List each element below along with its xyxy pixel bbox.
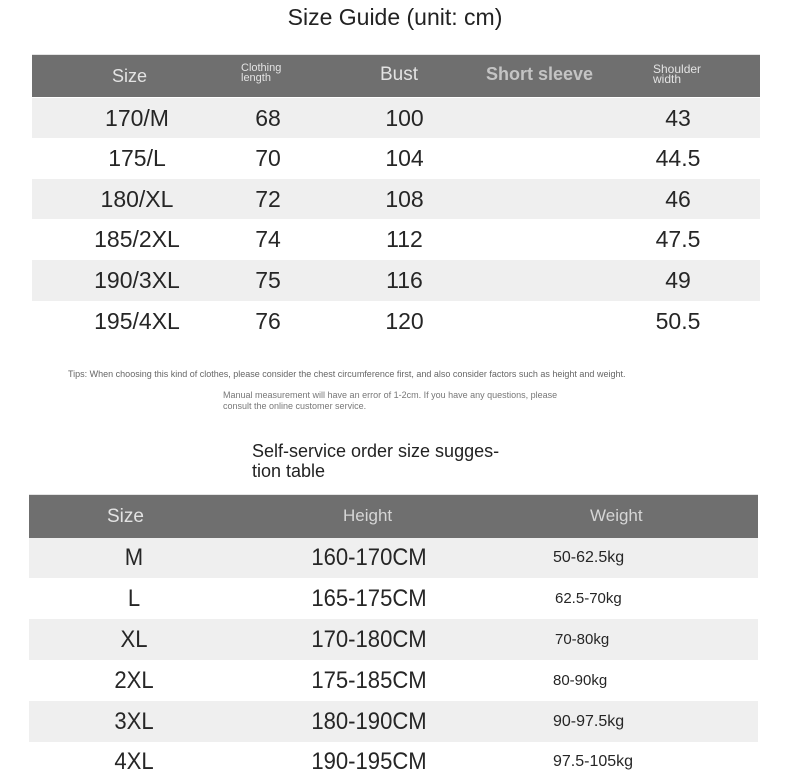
cell-height: 190-195CM (311, 748, 427, 775)
suggestion-header (29, 494, 758, 538)
cell-height: 170-180CM (311, 625, 427, 653)
cell-size: XL (120, 625, 148, 653)
table-row (29, 538, 758, 578)
header-short-sleeve: Short sleeve (486, 64, 594, 84)
suggestion-title: Self-service order size sugges- tion table (252, 441, 500, 481)
table-row (29, 742, 758, 782)
cell-shoulder: 47.5 (655, 226, 701, 252)
header-height: Height (343, 506, 393, 525)
cell-weight: 90-97.5kg (553, 712, 625, 730)
cell-length: 74 (255, 226, 281, 252)
cell-height: 160-170CM (311, 544, 427, 571)
cell-shoulder: 43 (665, 104, 691, 131)
cell-shoulder: 50.5 (655, 308, 701, 334)
table-row (29, 619, 758, 660)
cell-bust: 120 (385, 308, 424, 334)
cell-size: 190/3XL (94, 267, 180, 293)
cell-size: M (124, 544, 144, 571)
table-row (32, 179, 760, 219)
cell-size: 2XL (114, 666, 154, 694)
cell-bust: 100 (385, 104, 424, 131)
header-weight: Weight (590, 506, 643, 525)
cell-size: 195/4XL (94, 308, 180, 334)
header-size: Size (112, 66, 148, 86)
header-clothing-length: Clothing length (241, 62, 282, 84)
table-row (29, 660, 758, 701)
size-guide-table (32, 54, 760, 344)
table-row (29, 578, 758, 619)
cell-height: 180-190CM (311, 707, 427, 735)
cell-weight: 97.5-105kg (553, 753, 634, 770)
cell-size: 185/2XL (94, 226, 180, 252)
cell-shoulder: 44.5 (655, 145, 701, 171)
cell-size: 175/L (108, 145, 166, 171)
table-row (32, 260, 760, 301)
table-row (32, 138, 760, 179)
header-size: Size (107, 506, 144, 527)
cell-size: 180/XL (100, 185, 174, 212)
cell-weight: 50-62.5kg (553, 549, 625, 566)
cell-bust: 112 (386, 226, 423, 252)
cell-weight: 80-90kg (553, 672, 608, 689)
cell-bust: 116 (386, 267, 423, 293)
cell-shoulder: 49 (665, 267, 691, 293)
table-row (29, 701, 758, 742)
cell-size: 170/M (105, 104, 169, 131)
header-bust: Bust (380, 64, 419, 85)
header-shoulder-width: Shoulder width (653, 62, 702, 86)
cell-length: 76 (255, 308, 281, 334)
tips-line-1: Tips: When choosing this kind of clothes, please consider the chest circumference first, and also consider factors such as height and weight. (68, 369, 626, 379)
size-guide-header (32, 54, 760, 97)
cell-size: 3XL (114, 707, 154, 735)
cell-shoulder: 46 (665, 185, 691, 212)
table-row (32, 219, 760, 260)
table-row (32, 98, 760, 138)
cell-bust: 104 (385, 145, 424, 171)
cell-weight: 62.5-70kg (555, 590, 622, 607)
cell-bust: 108 (385, 185, 424, 212)
cell-length: 68 (255, 104, 281, 131)
size-suggestion-table (29, 494, 758, 782)
cell-size: 4XL (114, 748, 154, 775)
tips-line-2: Manual measurement will have an error of 1-2cm. If you have any questions, please consult the online customer service. (223, 390, 558, 411)
cell-weight: 70-80kg (555, 631, 610, 648)
cell-size: L (127, 584, 141, 612)
cell-length: 72 (255, 185, 281, 212)
cell-height: 175-185CM (311, 666, 427, 694)
cell-height: 165-175CM (311, 584, 427, 612)
cell-length: 70 (255, 145, 281, 171)
table-row (32, 301, 760, 342)
cell-length: 75 (255, 267, 281, 293)
size-guide-title: Size Guide (unit: cm) (287, 4, 503, 30)
